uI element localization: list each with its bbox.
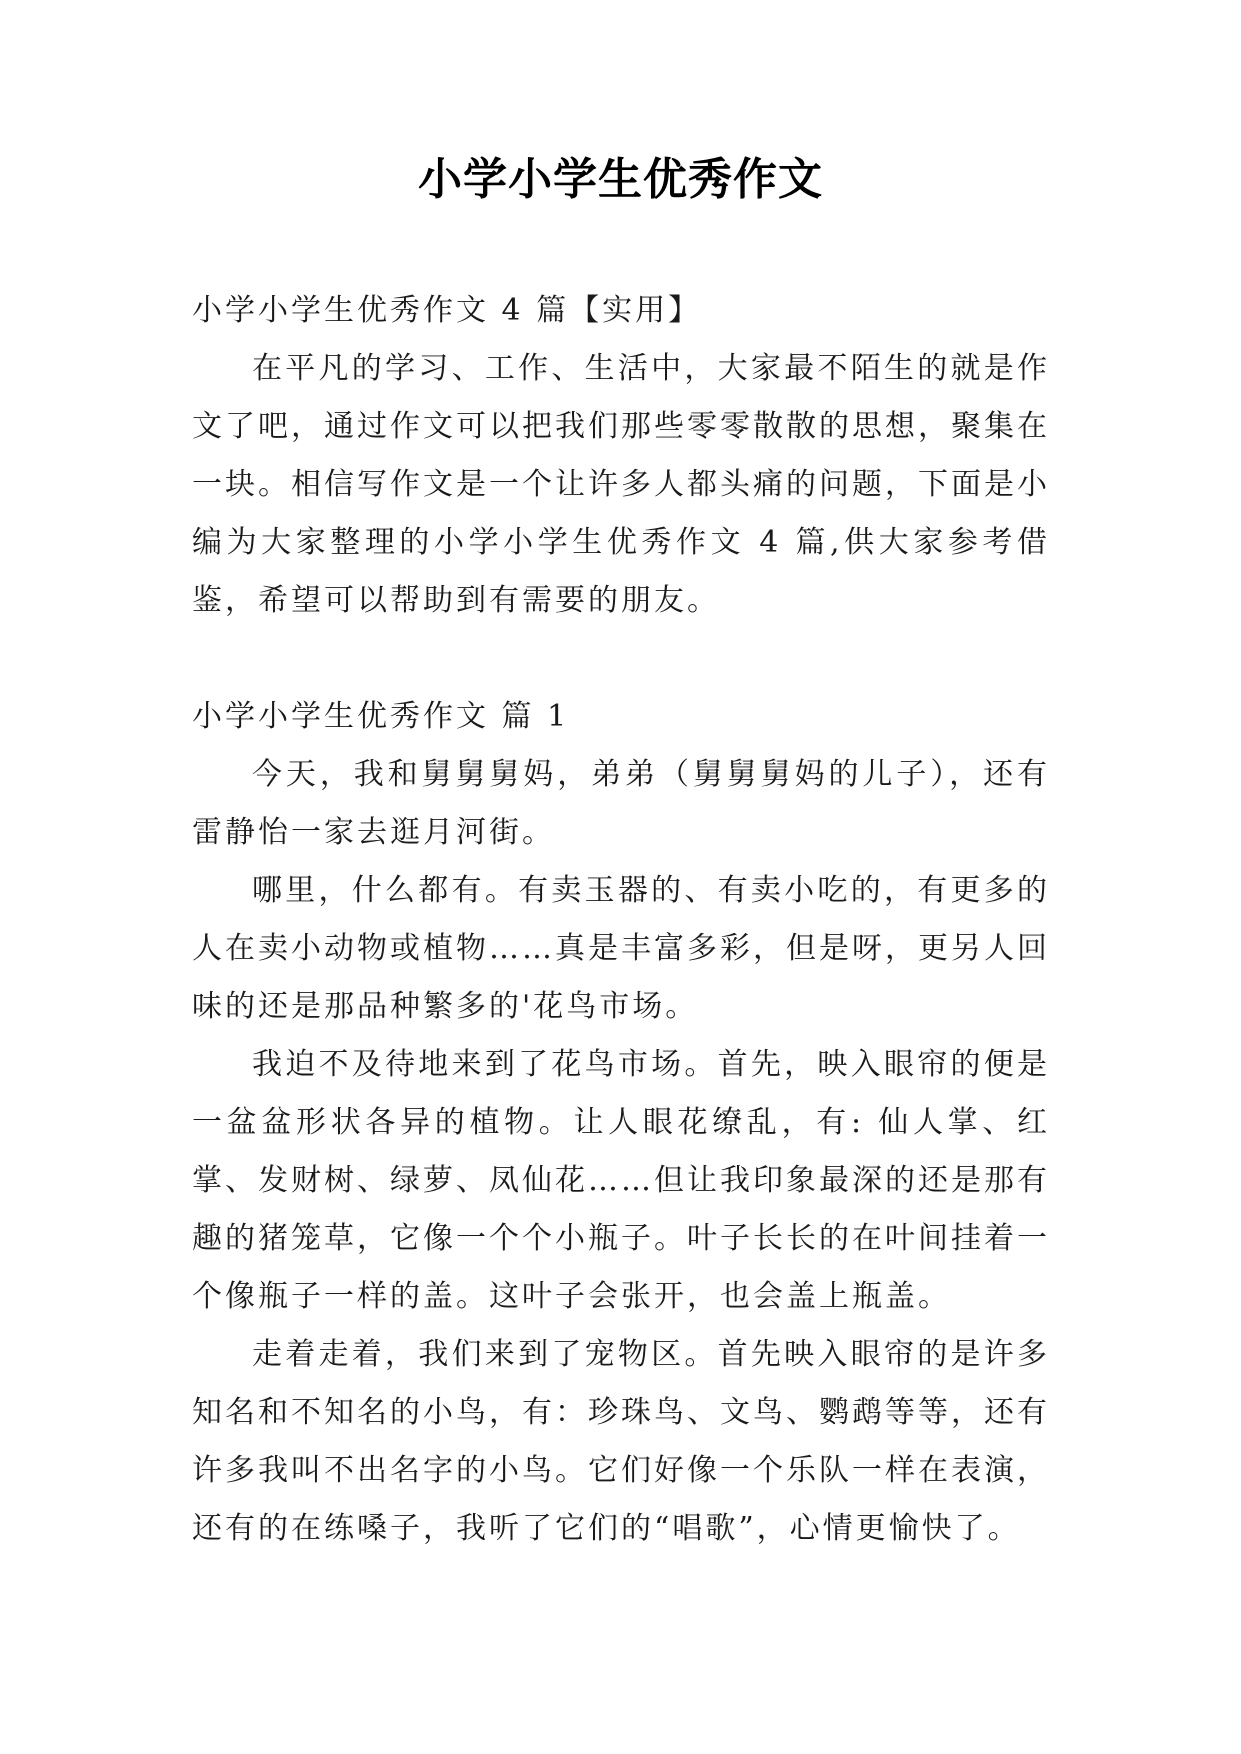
essay-paragraph: 我迫不及待地来到了花鸟市场。首先，映入眼帘的便是一盆盆形状各异的植物。让人眼花缭乱，有: 仙人掌、红掌、发财树、绿萝、凤仙花……但让我印象最深的还是那有趣的猪笼草，它像一个个小瓶子。叶子长长的在叶间挂着一个像瓶子一样的盖。这叶子会张开，也会盖上瓶盖。 (192, 1047, 1050, 1314)
document-title: 小学小学生优秀作文 (418, 154, 823, 205)
section-spacer (192, 630, 1050, 688)
essay-paragraph: 今天，我和舅舅舅妈，弟弟（舅舅舅妈的儿子），还有雷静怡一家去逛月河街。 (192, 757, 1050, 850)
essay-paragraph: 哪里，什么都有。有卖玉器的、有卖小吃的，有更多的人在卖小动物或植物……真是丰富多彩，但是呀，更另人回味的还是那品种繁多的'花鸟市场。 (192, 873, 1050, 1024)
intro-paragraph: 在平凡的学习、工作、生活中，大家最不陌生的就是作文了吧，通过作文可以把我们那些零零散散的思想，聚集在一块。相信写作文是一个让许多人都头痛的问题，下面是小编为大家整理的小学小学生优秀作文 4 篇,供大家参考借鉴，希望可以帮助到有需要的朋友。 (192, 351, 1050, 618)
document-body (192, 282, 1050, 1558)
section-heading: 小学小学生优秀作文 篇 1 (192, 699, 570, 734)
document-subtitle: 小学小学生优秀作文 4 篇【实用】 (192, 293, 702, 328)
essay-paragraph: 走着走着，我们来到了宠物区。首先映入眼帘的是许多知名和不知名的小鸟，有：珍珠鸟、文鸟、鹦鹉等等，还有许多我叫不出名字的小鸟。它们好像一个乐队一样在表演，还有的在练嗓子，我听了它们的“唱歌”，心情更愉快了。 (192, 1337, 1050, 1546)
